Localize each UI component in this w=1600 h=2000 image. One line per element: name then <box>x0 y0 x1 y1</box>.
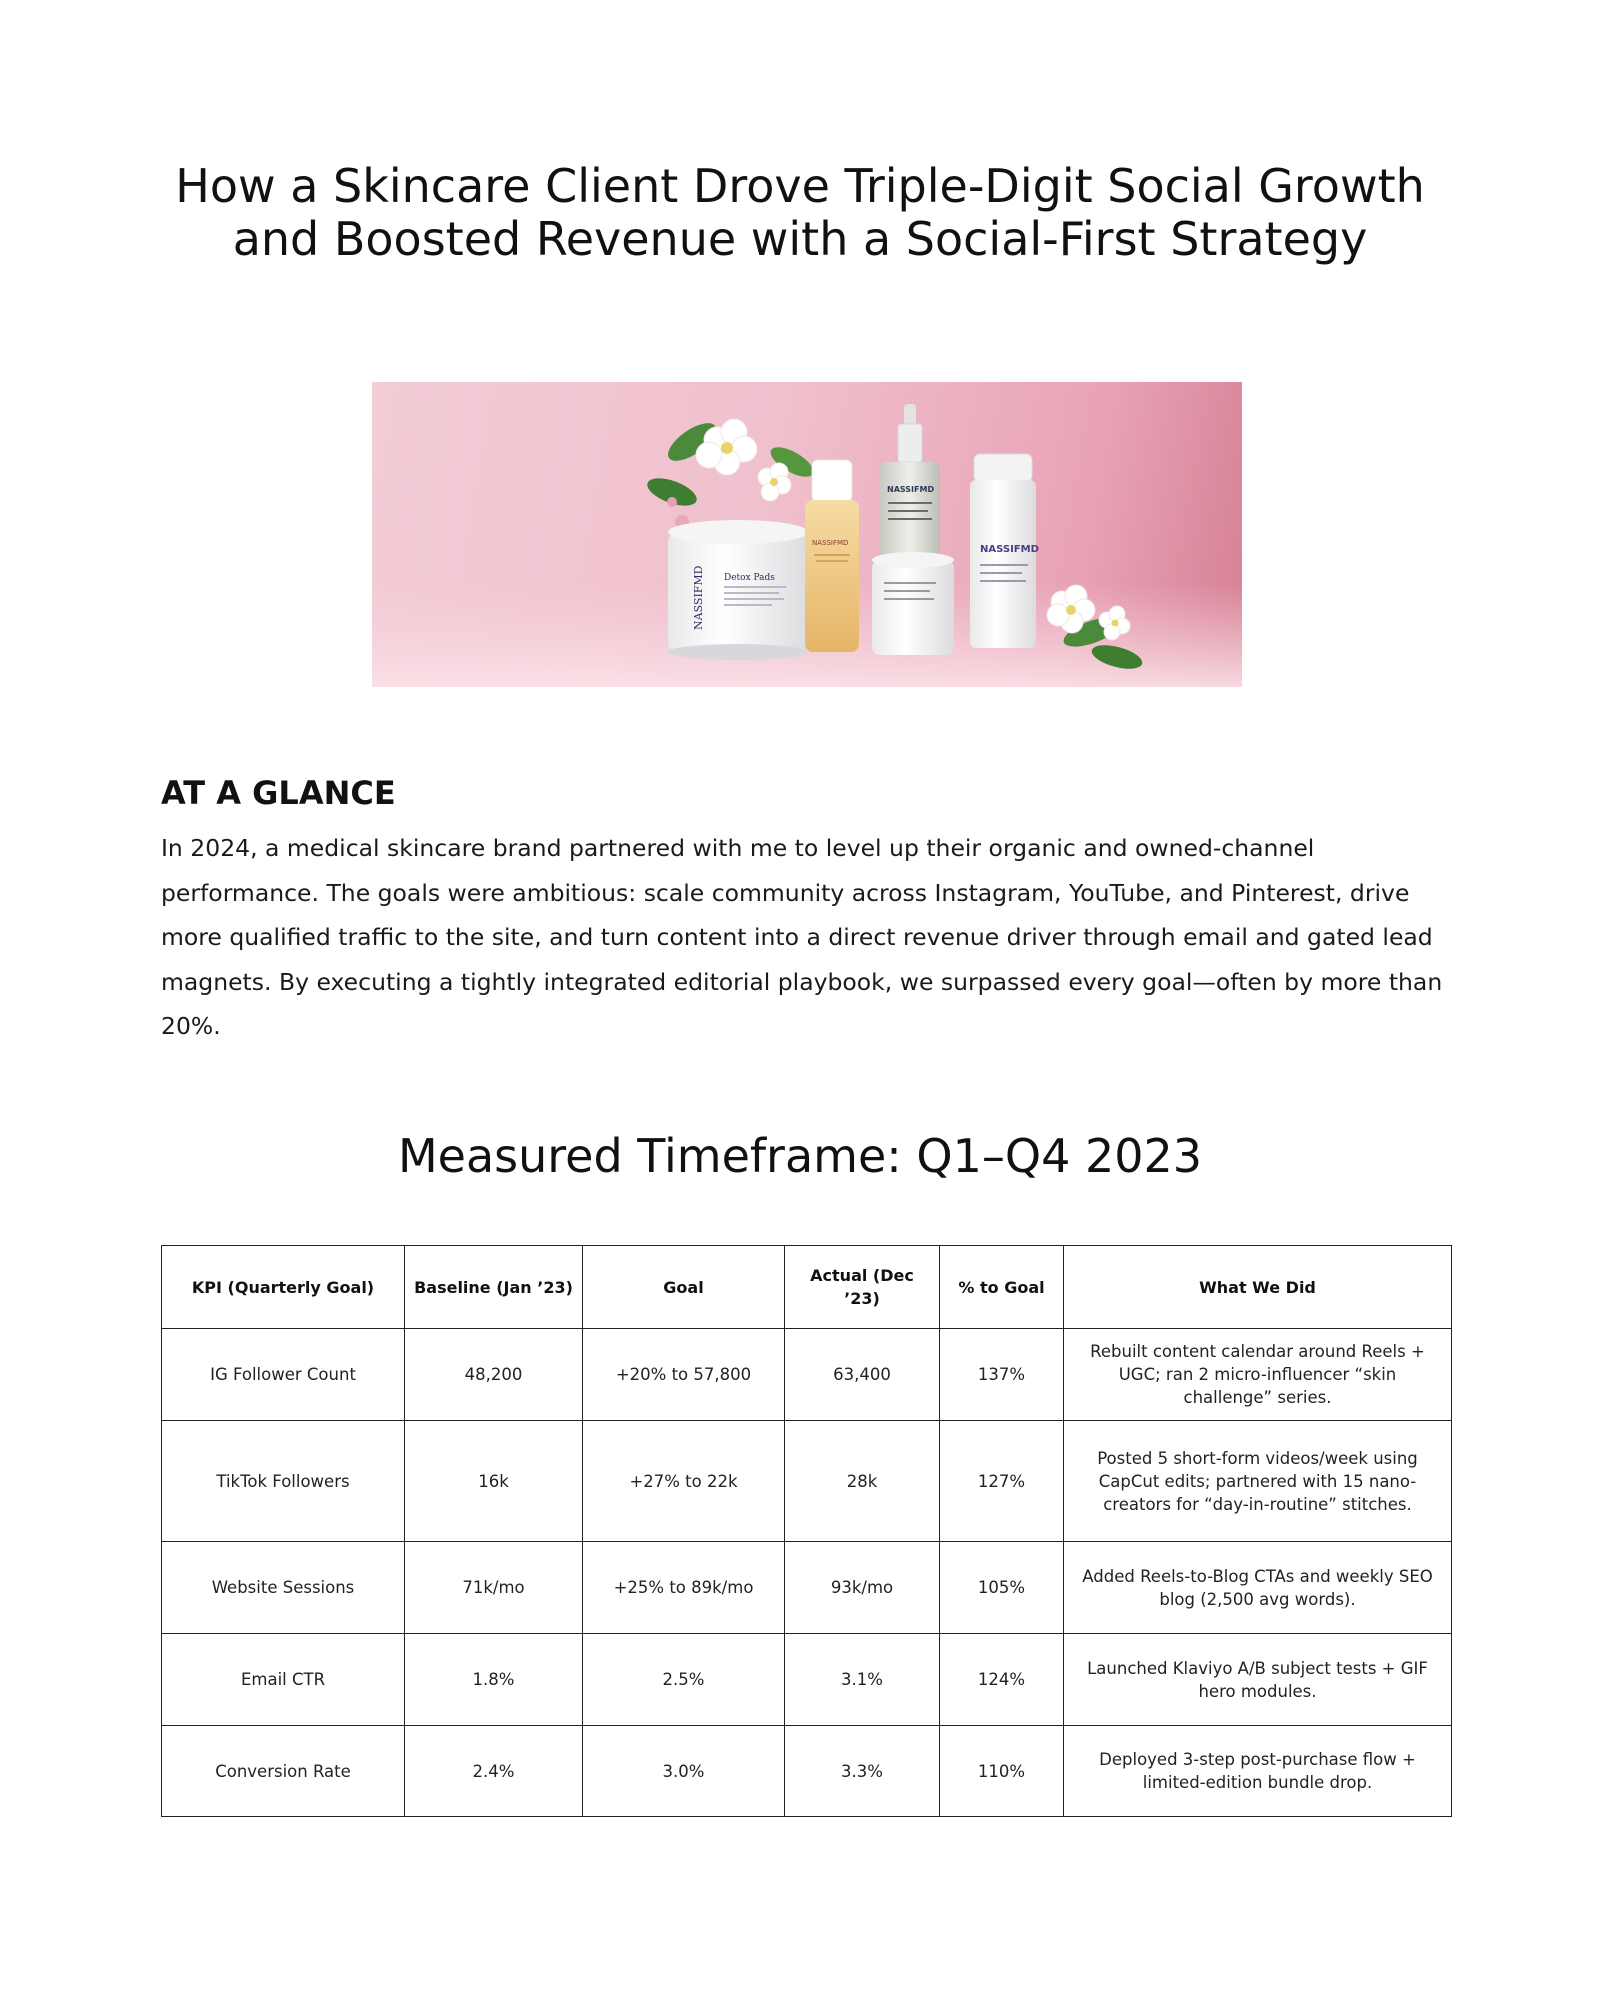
goal-cell: 2.5% <box>583 1634 785 1726</box>
table-row <box>162 1542 1452 1634</box>
header-actual: Actual (Dec ’23) <box>785 1246 940 1329</box>
jar-brand-text: NASSIFMD <box>692 565 705 630</box>
what-we-did-cell: Launched Klaviyo A/B subject tests + GIF hero modules. <box>1064 1634 1452 1726</box>
table-row <box>162 1634 1452 1726</box>
percent-cell: 137% <box>940 1329 1064 1421</box>
baseline-cell: 2.4% <box>405 1726 583 1817</box>
table-row <box>162 1726 1452 1817</box>
header-goal: Goal <box>583 1246 785 1329</box>
table-row <box>162 1329 1452 1421</box>
serum-dropper-bottle <box>880 404 940 572</box>
header-percent-to-goal: % to Goal <box>940 1246 1064 1329</box>
serum-label: NASSIFMD <box>887 485 935 494</box>
what-we-did-cell: Deployed 3-step post-purchase flow + limited-edition bundle drop. <box>1064 1726 1452 1817</box>
table-header-row <box>162 1246 1452 1329</box>
oil-bottle <box>805 460 859 652</box>
kpi-cell: Website Sessions <box>162 1542 405 1634</box>
what-we-did-cell: Posted 5 short-form videos/week using CapCut edits; partnered with 15 nano-creators for “day-in-routine” stitches. <box>1064 1421 1452 1542</box>
hero-product-image <box>372 382 1242 687</box>
pump-bottle-label: NASSIFMD <box>980 544 1039 555</box>
actual-cell: 93k/mo <box>785 1542 940 1634</box>
actual-cell: 3.3% <box>785 1726 940 1817</box>
jar-product-label: Detox Pads <box>724 573 775 583</box>
baseline-cell: 16k <box>405 1421 583 1542</box>
at-a-glance-heading: AT A GLANCE <box>161 774 396 812</box>
page-title: How a Skincare Client Drove Triple-Digit Social Growth and Boosted Revenue with a Social-First Strategy <box>175 159 1425 266</box>
flower-cluster-left <box>644 416 818 538</box>
baseline-cell: 1.8% <box>405 1634 583 1726</box>
goal-cell: +25% to 89k/mo <box>583 1542 785 1634</box>
skincare-products-illustration <box>372 382 1242 687</box>
baseline-cell: 48,200 <box>405 1329 583 1421</box>
kpi-cell: TikTok Followers <box>162 1421 405 1542</box>
tall-pump-bottle <box>970 454 1039 648</box>
percent-cell: 124% <box>940 1634 1064 1726</box>
actual-cell: 63,400 <box>785 1329 940 1421</box>
actual-cell: 28k <box>785 1421 940 1542</box>
percent-cell: 110% <box>940 1726 1064 1817</box>
kpi-cell: Email CTR <box>162 1634 405 1726</box>
detox-pads-jar <box>668 520 808 660</box>
kpi-table <box>161 1245 1452 1817</box>
goal-cell: +20% to 57,800 <box>583 1329 785 1421</box>
percent-cell: 127% <box>940 1421 1064 1542</box>
kpi-cell: Conversion Rate <box>162 1726 405 1817</box>
at-a-glance-body: In 2024, a medical skincare brand partnered with me to level up their organic and owned-channel performance. The goals were ambitious: scale community across Instagram, YouTube, and Pinterest, drive more qualified traffic to the site, and turn content into a direct revenue driver through email and gated lead magnets. By executing a tightly integrated editorial playbook, we surpassed every goal—often by more than 20%. <box>161 834 1443 1040</box>
table-row <box>162 1421 1452 1542</box>
header-what-we-did: What We Did <box>1064 1246 1452 1329</box>
goal-cell: +27% to 22k <box>583 1421 785 1542</box>
actual-cell: 3.1% <box>785 1634 940 1726</box>
what-we-did-cell: Rebuilt content calendar around Reels + UGC; ran 2 micro-influencer “skin challenge” series. <box>1064 1329 1452 1421</box>
baseline-cell: 71k/mo <box>405 1542 583 1634</box>
percent-cell: 105% <box>940 1542 1064 1634</box>
goal-cell: 3.0% <box>583 1726 785 1817</box>
what-we-did-cell: Added Reels-to-Blog CTAs and weekly SEO blog (2,500 avg words). <box>1064 1542 1452 1634</box>
kpi-cell: IG Follower Count <box>162 1329 405 1421</box>
timeframe-heading: Measured Timeframe: Q1–Q4 2023 <box>397 1129 1203 1183</box>
oil-bottle-label: NASSIFMD <box>812 539 849 547</box>
header-kpi: KPI (Quarterly Goal) <box>162 1246 405 1329</box>
small-cream-jar <box>872 552 954 655</box>
header-baseline: Baseline (Jan ’23) <box>405 1246 583 1329</box>
